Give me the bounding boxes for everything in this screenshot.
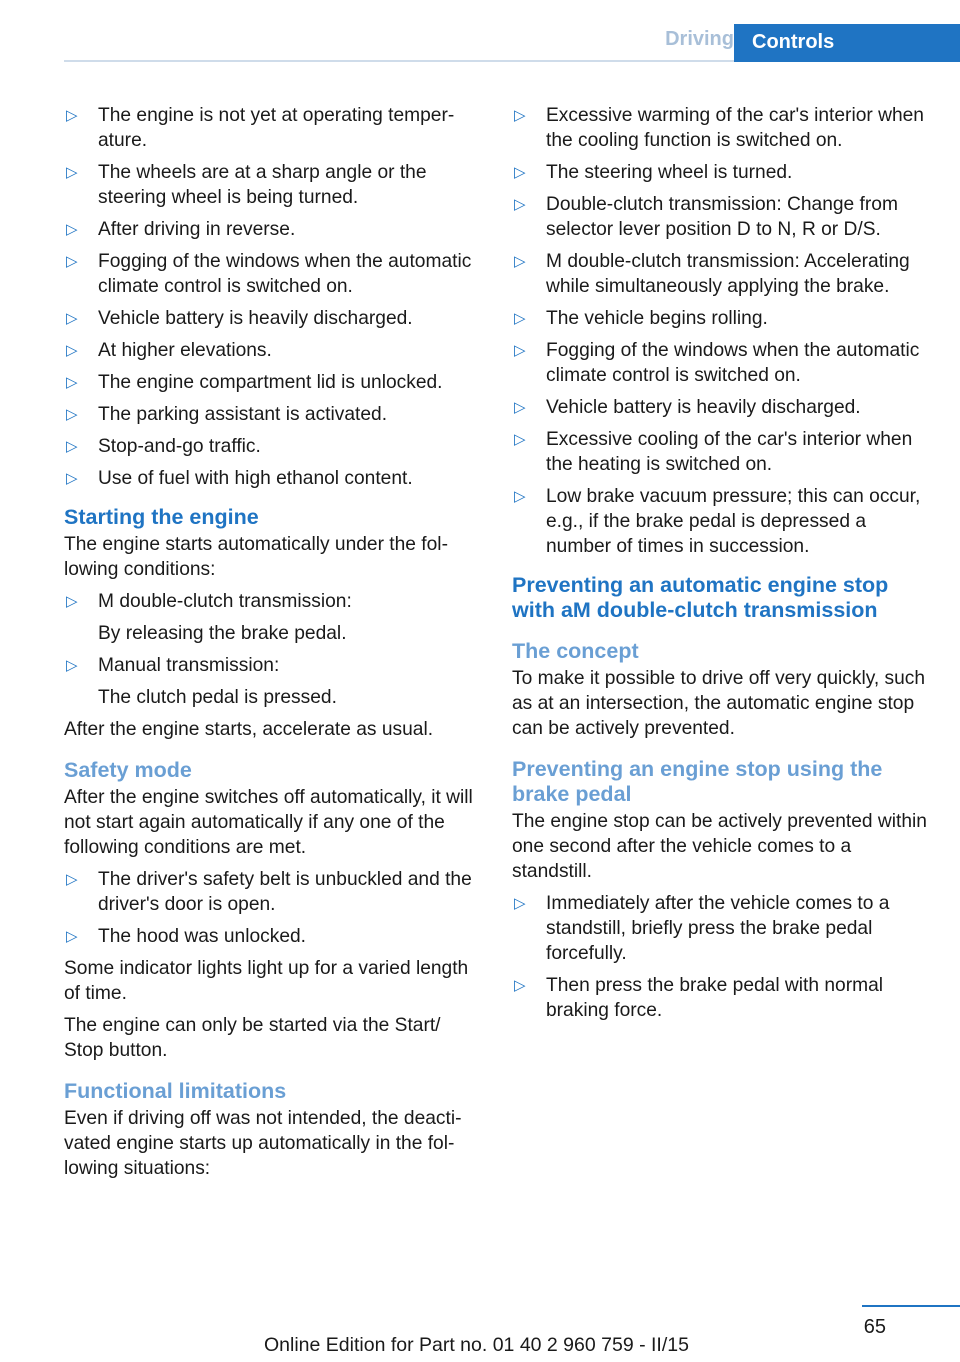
list-item: ▷ The wheels are at a sharp angle or the steering wheel is being turned.	[66, 162, 427, 208]
list-item: ▷ Excessive warming of the car's interior when the cooling function is switched on.	[514, 105, 924, 151]
bullet-triangle-icon: ▷	[514, 342, 526, 359]
bullet-triangle-icon: ▷	[66, 164, 78, 181]
concept-text: To make it possible to drive off very quickly, such as at an intersection, the automatic engine stop can be actively prevented.	[512, 668, 926, 739]
starting-bullet-list	[64, 589, 480, 710]
pedal-bullet-list	[512, 891, 932, 1023]
bullet-triangle-icon: ▷	[66, 438, 78, 455]
bullet-triangle-icon: ▷	[66, 342, 78, 359]
bullet-triangle-icon: ▷	[514, 253, 526, 270]
list-item: ▷ The engine compartment lid is unlocked.	[66, 372, 443, 393]
pedal-text: The engine stop can be actively prevented within one second after the vehicle comes to a standstill.	[512, 811, 927, 882]
footer-edition: Online Edition for Part no. 01 40 2 960 759 - II/15	[264, 1334, 689, 1356]
list-item: ▷ Excessive cooling of the car's interior when the heating is switched on.	[514, 429, 913, 475]
bullet-triangle-icon: ▷	[66, 107, 78, 124]
bullet-triangle-icon: ▷	[66, 871, 78, 888]
list-item: ▷ The parking assistant is activated.	[66, 404, 388, 425]
list-item: ▷ Stop-and-go traffic.	[66, 436, 261, 457]
starting-intro: The engine starts automatically under the following conditions:	[64, 534, 448, 580]
heading-safety-mode: Safety mode	[64, 758, 192, 782]
bullet-triangle-icon: ▷	[514, 895, 526, 912]
list-item: ▷ Then press the brake pedal with normal braking force.	[514, 975, 884, 1021]
bullet-triangle-icon: ▷	[514, 488, 526, 505]
heading-starting-the-engine: Starting the engine	[64, 505, 259, 529]
list-item: ▷ Double-clutch transmission: Change from selector lever position D to N, R or D/S.	[514, 194, 898, 240]
bullet-triangle-icon: ▷	[66, 593, 78, 610]
header-chapter-controls[interactable]: Controls	[734, 24, 960, 62]
safety-paragraph-2: The engine can only be started via the Start/ Stop button.	[64, 1015, 441, 1061]
bullet-triangle-icon: ▷	[66, 657, 78, 674]
left-column	[64, 103, 480, 1188]
heading-preventing-automatic-stop: Preventing an automatic engine stop with aM double-clutch transmission	[512, 573, 889, 622]
bullet-triangle-icon: ▷	[66, 928, 78, 945]
bullet-triangle-icon: ▷	[514, 977, 526, 994]
safety-bullet-list	[64, 867, 480, 949]
list-item: ▷ M double-clutch transmission: Accelerating while simultaneously applying the brake.	[514, 251, 910, 297]
list-item: ▷ The hood was unlocked.	[66, 926, 306, 947]
right-column	[512, 103, 932, 1030]
bullet-triangle-icon: ▷	[66, 374, 78, 391]
bullet-triangle-icon: ▷	[66, 406, 78, 423]
header-section-driving[interactable]: Driving	[665, 28, 734, 50]
bullet-triangle-icon: ▷	[66, 221, 78, 238]
bullet-triangle-icon: ▷	[514, 107, 526, 124]
bullet-triangle-icon: ▷	[66, 470, 78, 487]
list-item: ▷ Use of fuel with high ethanol content.	[66, 468, 413, 489]
list-item: ▷ The steering wheel is turned.	[514, 162, 793, 183]
right-bullet-list	[512, 103, 932, 559]
bullet-triangle-icon: ▷	[514, 399, 526, 416]
bullet-triangle-icon: ▷	[514, 164, 526, 181]
bullet-triangle-icon: ▷	[514, 310, 526, 327]
list-item: ▷ After driving in reverse.	[66, 219, 296, 240]
footer-rule	[862, 1305, 960, 1307]
list-item: ▷ Vehicle battery is heavily discharged.	[66, 308, 413, 329]
list-item: ▷ The driver's safety belt is unbuckled and the driver's door is open.	[66, 869, 472, 915]
left-bullet-list	[64, 103, 480, 491]
list-item: ▷ Fogging of the windows when the automatic climate control is switched on.	[66, 251, 472, 297]
starting-after: After the engine starts, accelerate as usual.	[64, 719, 434, 740]
bullet-triangle-icon: ▷	[66, 310, 78, 327]
list-item: ▷ Vehicle battery is heavily discharged.	[514, 397, 861, 418]
list-item: ▷ M double-clutch transmission: By releasing the brake pedal.	[66, 591, 352, 644]
page-number: 65	[863, 1316, 886, 1338]
heading-brake-pedal: Preventing an engine stop using the brake pedal	[512, 757, 883, 806]
bullet-triangle-icon: ▷	[514, 431, 526, 448]
heading-functional-limitations: Functional limitations	[64, 1079, 287, 1103]
list-item: ▷ At higher elevations.	[66, 340, 272, 361]
safety-intro: After the engine switches off automatically, it will not start again automatically if any one of the following conditions are met.	[64, 787, 473, 858]
bullet-triangle-icon: ▷	[514, 196, 526, 213]
functional-intro: Even if driving off was not intended, the deactivated engine starts up automatically in the following situations:	[64, 1108, 462, 1179]
list-item: ▷ The vehicle begins rolling.	[514, 308, 768, 329]
safety-paragraph-1: Some indicator lights light up for a varied length of time.	[64, 958, 469, 1004]
list-item: ▷ Fogging of the windows when the automatic climate control is switched on.	[514, 340, 920, 386]
bullet-triangle-icon: ▷	[66, 253, 78, 270]
list-item: ▷ The engine is not yet at operating temperature.	[66, 105, 455, 151]
list-item: ▷ Low brake vacuum pressure; this can occur, e.g., if the brake pedal is depressed a number of times in succession.	[514, 486, 921, 557]
heading-the-concept: The concept	[512, 639, 639, 663]
list-item: ▷ Manual transmission: The clutch pedal is pressed.	[66, 655, 337, 708]
list-item: ▷ Immediately after the vehicle comes to a standstill, briefly press the brake pedal forcefully.	[514, 893, 890, 964]
